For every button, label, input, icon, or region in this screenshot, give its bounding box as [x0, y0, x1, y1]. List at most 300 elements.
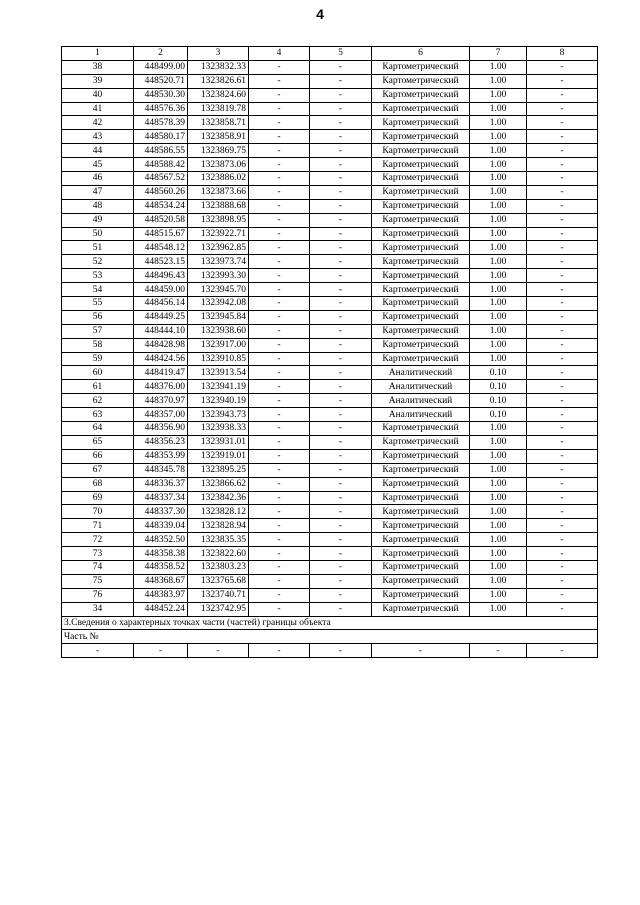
- table-cell: 62: [62, 394, 134, 408]
- table-cell: -: [527, 60, 598, 74]
- table-cell: 1323895.25: [188, 463, 249, 477]
- table-row: [62, 366, 598, 380]
- table-cell: -: [310, 408, 372, 422]
- table-cell: -: [527, 602, 598, 616]
- table-cell: -: [310, 74, 372, 88]
- table-cell: 1323898.95: [188, 213, 249, 227]
- table-cell: 57: [62, 324, 134, 338]
- table-cell: 34: [62, 602, 134, 616]
- table-cell: -: [310, 241, 372, 255]
- table-cell: -: [249, 449, 310, 463]
- table-cell: 59: [62, 352, 134, 366]
- table-cell: 75: [62, 574, 134, 588]
- table-cell: 448530.30: [134, 88, 188, 102]
- table-cell: 448523.15: [134, 255, 188, 269]
- table-cell: -: [310, 449, 372, 463]
- table-cell: -: [527, 435, 598, 449]
- table-cell: 1.00: [470, 199, 527, 213]
- page-number: 4: [316, 6, 324, 22]
- table-cell: -: [249, 310, 310, 324]
- table-cell: 71: [62, 519, 134, 533]
- coordinates-table: [61, 46, 598, 658]
- table-cell: -: [310, 88, 372, 102]
- table-cell: -: [310, 172, 372, 186]
- table-cell: 48: [62, 199, 134, 213]
- table-cell: 1.00: [470, 269, 527, 283]
- table-row: [62, 380, 598, 394]
- table-cell: 1323835.35: [188, 533, 249, 547]
- table-cell: -: [527, 144, 598, 158]
- table-cell: -: [310, 574, 372, 588]
- table-cell: 448456.14: [134, 297, 188, 311]
- table-cell: -: [249, 366, 310, 380]
- table-cell: Картометрический: [372, 463, 470, 477]
- table-row: [62, 338, 598, 352]
- table-cell: 1.00: [470, 158, 527, 172]
- table-cell: 68: [62, 477, 134, 491]
- table-cell: 1323873.06: [188, 158, 249, 172]
- table-cell: -: [249, 408, 310, 422]
- table-cell: 41: [62, 102, 134, 116]
- table-cell: 1.00: [470, 477, 527, 491]
- table-cell: 1323945.84: [188, 310, 249, 324]
- table-cell: -: [310, 588, 372, 602]
- table-cell: 1.00: [470, 116, 527, 130]
- table-cell: -: [310, 380, 372, 394]
- table-cell: Картометрический: [372, 130, 470, 144]
- table-cell: 69: [62, 491, 134, 505]
- table-cell: -: [249, 505, 310, 519]
- table-cell: -: [527, 644, 598, 658]
- table-cell: -: [310, 366, 372, 380]
- table-cell: 65: [62, 435, 134, 449]
- table-cell: 448337.30: [134, 505, 188, 519]
- table-row: [62, 213, 598, 227]
- table-row: [62, 199, 598, 213]
- table-cell: 42: [62, 116, 134, 130]
- table-cell: -: [249, 602, 310, 616]
- table-cell: Картометрический: [372, 213, 470, 227]
- table-cell: 448376.00: [134, 380, 188, 394]
- table-cell: 1323962.85: [188, 241, 249, 255]
- table-cell: -: [310, 519, 372, 533]
- table-cell: Картометрический: [372, 352, 470, 366]
- table-cell: -: [527, 116, 598, 130]
- table-cell: 448337.34: [134, 491, 188, 505]
- table-cell: 1323973.74: [188, 255, 249, 269]
- table-cell: 1323742.95: [188, 602, 249, 616]
- table-cell: 1.00: [470, 283, 527, 297]
- table-row: [62, 463, 598, 477]
- table-cell: -: [527, 338, 598, 352]
- table-cell: 1323913.54: [188, 366, 249, 380]
- table-cell: Картометрический: [372, 241, 470, 255]
- table-cell: 0.10: [470, 408, 527, 422]
- table-cell: 448452.24: [134, 602, 188, 616]
- table-cell: -: [249, 172, 310, 186]
- table-cell: -: [249, 324, 310, 338]
- table-cell: -: [527, 227, 598, 241]
- table-row: [62, 560, 598, 574]
- table-row: [62, 602, 598, 616]
- table-cell: 1323940.19: [188, 394, 249, 408]
- table-cell: -: [249, 283, 310, 297]
- table-cell: -: [372, 644, 470, 658]
- table-cell: 1323866.62: [188, 477, 249, 491]
- table-cell: -: [310, 352, 372, 366]
- table-cell: 1.00: [470, 227, 527, 241]
- table-cell: -: [310, 269, 372, 283]
- table-cell: -: [527, 185, 598, 199]
- table-cell: -: [527, 449, 598, 463]
- table-cell: 1323945.70: [188, 283, 249, 297]
- table-cell: 1.00: [470, 185, 527, 199]
- table-row: [62, 477, 598, 491]
- table-cell: -: [249, 422, 310, 436]
- table-cell: -: [527, 408, 598, 422]
- table-cell: -: [249, 352, 310, 366]
- table-cell: 1323873.66: [188, 185, 249, 199]
- table-cell: -: [310, 297, 372, 311]
- table-cell: -: [310, 602, 372, 616]
- table-cell: 1323910.85: [188, 352, 249, 366]
- table-cell: -: [310, 158, 372, 172]
- table-cell: 1.00: [470, 574, 527, 588]
- table-cell: -: [527, 519, 598, 533]
- table-cell: -: [249, 394, 310, 408]
- table-cell: 72: [62, 533, 134, 547]
- table-cell: -: [134, 644, 188, 658]
- table-cell: -: [249, 533, 310, 547]
- table-row: [62, 227, 598, 241]
- table-cell: 67: [62, 463, 134, 477]
- table-row: [62, 74, 598, 88]
- table-row: [62, 519, 598, 533]
- table-cell: -: [249, 227, 310, 241]
- table-cell: 448339.04: [134, 519, 188, 533]
- table-cell: 448356.23: [134, 435, 188, 449]
- table-cell: -: [310, 213, 372, 227]
- table-cell: -: [470, 644, 527, 658]
- table-cell: 1323858.71: [188, 116, 249, 130]
- table-cell: -: [310, 505, 372, 519]
- table-cell: -: [249, 158, 310, 172]
- table-cell: Картометрический: [372, 435, 470, 449]
- table-cell: 448560.26: [134, 185, 188, 199]
- table-cell: 448515.67: [134, 227, 188, 241]
- table-cell: -: [249, 435, 310, 449]
- table-cell: -: [310, 227, 372, 241]
- table-cell: Картометрический: [372, 519, 470, 533]
- table-cell: 448336.37: [134, 477, 188, 491]
- table-cell: 1.00: [470, 88, 527, 102]
- table-row: [62, 241, 598, 255]
- table-cell: Картометрический: [372, 199, 470, 213]
- table-cell: -: [527, 491, 598, 505]
- column-header: 8: [527, 47, 598, 61]
- table-cell: -: [310, 102, 372, 116]
- table-cell: -: [310, 199, 372, 213]
- table-cell: 1323943.73: [188, 408, 249, 422]
- table-cell: Картометрический: [372, 102, 470, 116]
- table-cell: 448356.90: [134, 422, 188, 436]
- table-cell: -: [249, 547, 310, 561]
- table-cell: -: [527, 172, 598, 186]
- table-cell: 49: [62, 213, 134, 227]
- table-row: [62, 102, 598, 116]
- table-cell: Картометрический: [372, 269, 470, 283]
- table-cell: 1323938.33: [188, 422, 249, 436]
- table-cell: -: [527, 560, 598, 574]
- table-cell: -: [310, 422, 372, 436]
- table-cell: Картометрический: [372, 158, 470, 172]
- table-cell: 448520.58: [134, 213, 188, 227]
- table-cell: Картометрический: [372, 185, 470, 199]
- table-cell: 61: [62, 380, 134, 394]
- table-cell: 1323828.12: [188, 505, 249, 519]
- table-cell: 54: [62, 283, 134, 297]
- table-cell: Картометрический: [372, 533, 470, 547]
- table-cell: 53: [62, 269, 134, 283]
- table-cell: 63: [62, 408, 134, 422]
- table-cell: 1.00: [470, 533, 527, 547]
- table-cell: 1.00: [470, 60, 527, 74]
- table-cell: 1.00: [470, 213, 527, 227]
- table-cell: 55: [62, 297, 134, 311]
- table-cell: -: [249, 477, 310, 491]
- table-cell: 1323922.71: [188, 227, 249, 241]
- table-cell: 1.00: [470, 172, 527, 186]
- table-cell: Картометрический: [372, 338, 470, 352]
- table-cell: Картометрический: [372, 74, 470, 88]
- table-cell: 448576.36: [134, 102, 188, 116]
- empty-row: [62, 644, 598, 658]
- table-cell: 39: [62, 74, 134, 88]
- table-cell: -: [310, 394, 372, 408]
- table-cell: 1323822.60: [188, 547, 249, 561]
- table-cell: -: [310, 185, 372, 199]
- table-cell: -: [527, 324, 598, 338]
- table-cell: -: [249, 644, 310, 658]
- table-cell: 1.00: [470, 297, 527, 311]
- table-cell: Картометрический: [372, 88, 470, 102]
- table-cell: 1.00: [470, 255, 527, 269]
- table-cell: -: [310, 560, 372, 574]
- table-cell: -: [249, 74, 310, 88]
- table-cell: 1.00: [470, 130, 527, 144]
- table-cell: Картометрический: [372, 310, 470, 324]
- column-header: 7: [470, 47, 527, 61]
- table-row: [62, 505, 598, 519]
- table-cell: 1.00: [470, 547, 527, 561]
- table-row: [62, 435, 598, 449]
- table-cell: 1.00: [470, 338, 527, 352]
- table-cell: 56: [62, 310, 134, 324]
- table-row: [62, 394, 598, 408]
- table-cell: 1323826.61: [188, 74, 249, 88]
- table-row: [62, 533, 598, 547]
- table-cell: 1323886.02: [188, 172, 249, 186]
- table-cell: -: [310, 338, 372, 352]
- table-cell: 1323819.78: [188, 102, 249, 116]
- table-row: [62, 144, 598, 158]
- table-row: [62, 324, 598, 338]
- table-row: [62, 116, 598, 130]
- table-cell: 1323842.36: [188, 491, 249, 505]
- column-header: 6: [372, 47, 470, 61]
- table-cell: -: [527, 199, 598, 213]
- table-row: [62, 491, 598, 505]
- table-cell: 64: [62, 422, 134, 436]
- table-cell: 1.00: [470, 324, 527, 338]
- table-cell: 45: [62, 158, 134, 172]
- table-body: [62, 47, 598, 658]
- table-cell: -: [249, 560, 310, 574]
- table-cell: 1.00: [470, 435, 527, 449]
- table-row: [62, 283, 598, 297]
- table-cell: -: [249, 463, 310, 477]
- table-cell: 448449.25: [134, 310, 188, 324]
- table-cell: 448357.00: [134, 408, 188, 422]
- table-cell: 448428.98: [134, 338, 188, 352]
- part-number-label: Часть №: [62, 630, 598, 644]
- table-cell: -: [527, 394, 598, 408]
- table-cell: 448370.97: [134, 394, 188, 408]
- table-cell: -: [310, 255, 372, 269]
- table-cell: -: [527, 213, 598, 227]
- table-cell: -: [249, 102, 310, 116]
- table-cell: -: [527, 283, 598, 297]
- table-cell: 1.00: [470, 310, 527, 324]
- table-cell: -: [527, 74, 598, 88]
- table-cell: 1323938.60: [188, 324, 249, 338]
- table-cell: 1323993.30: [188, 269, 249, 283]
- table-cell: 448444.10: [134, 324, 188, 338]
- table-cell: 1323828.94: [188, 519, 249, 533]
- table-cell: Картометрический: [372, 588, 470, 602]
- table-cell: Картометрический: [372, 505, 470, 519]
- table-cell: -: [249, 199, 310, 213]
- table-row: [62, 88, 598, 102]
- table-cell: Картометрический: [372, 574, 470, 588]
- table-cell: 1323740.71: [188, 588, 249, 602]
- column-header: 5: [310, 47, 372, 61]
- table-cell: 448520.71: [134, 74, 188, 88]
- table-cell: -: [310, 533, 372, 547]
- table-cell: 1.00: [470, 491, 527, 505]
- table-cell: -: [310, 116, 372, 130]
- table-cell: 38: [62, 60, 134, 74]
- table-cell: -: [249, 116, 310, 130]
- table-cell: 47: [62, 185, 134, 199]
- table-cell: 448368.67: [134, 574, 188, 588]
- table-cell: 1323931.01: [188, 435, 249, 449]
- table-cell: 448459.00: [134, 283, 188, 297]
- table-cell: -: [249, 297, 310, 311]
- table-cell: 1323941.19: [188, 380, 249, 394]
- table-cell: Картометрический: [372, 602, 470, 616]
- table-cell: 1.00: [470, 519, 527, 533]
- table-cell: -: [310, 463, 372, 477]
- table-cell: 46: [62, 172, 134, 186]
- table-cell: 76: [62, 588, 134, 602]
- table-cell: Картометрический: [372, 449, 470, 463]
- table-cell: -: [527, 463, 598, 477]
- table-row: [62, 158, 598, 172]
- table-cell: -: [527, 158, 598, 172]
- table-row: [62, 449, 598, 463]
- table-cell: 448358.38: [134, 547, 188, 561]
- table-cell: -: [249, 241, 310, 255]
- table-cell: Картометрический: [372, 422, 470, 436]
- table-cell: -: [527, 547, 598, 561]
- table-cell: -: [249, 213, 310, 227]
- table-cell: 66: [62, 449, 134, 463]
- table-cell: -: [527, 366, 598, 380]
- table-cell: -: [310, 283, 372, 297]
- table-cell: 50: [62, 227, 134, 241]
- section-title: 3.Сведения о характерных точках части (частей) границы объекта: [62, 616, 598, 630]
- table-row: [62, 574, 598, 588]
- part-number-row: [62, 630, 598, 644]
- table-cell: 1.00: [470, 422, 527, 436]
- table-cell: 448534.24: [134, 199, 188, 213]
- table-cell: 1.00: [470, 449, 527, 463]
- section-title-row: [62, 616, 598, 630]
- column-header: 4: [249, 47, 310, 61]
- table-cell: -: [310, 144, 372, 158]
- table-cell: 1.00: [470, 560, 527, 574]
- table-cell: Картометрический: [372, 144, 470, 158]
- table-cell: -: [249, 380, 310, 394]
- table-cell: 1.00: [470, 602, 527, 616]
- table-cell: 1.00: [470, 241, 527, 255]
- table-cell: Аналитический: [372, 380, 470, 394]
- table-cell: -: [249, 255, 310, 269]
- table-cell: 448383.97: [134, 588, 188, 602]
- table-cell: -: [249, 519, 310, 533]
- table-row: [62, 269, 598, 283]
- table-cell: 70: [62, 505, 134, 519]
- table-cell: -: [249, 144, 310, 158]
- table-cell: -: [527, 477, 598, 491]
- table-cell: 1323858.91: [188, 130, 249, 144]
- table-cell: 74: [62, 560, 134, 574]
- table-cell: Картометрический: [372, 477, 470, 491]
- table-cell: 1.00: [470, 352, 527, 366]
- table-cell: 448358.52: [134, 560, 188, 574]
- table-cell: -: [527, 88, 598, 102]
- table-cell: 448499.00: [134, 60, 188, 74]
- table-cell: 1.00: [470, 463, 527, 477]
- table-cell: 60: [62, 366, 134, 380]
- table-cell: Картометрический: [372, 547, 470, 561]
- table-row: [62, 408, 598, 422]
- table-cell: 1323803.23: [188, 560, 249, 574]
- table-cell: Картометрический: [372, 324, 470, 338]
- table-cell: 1.00: [470, 144, 527, 158]
- table-cell: 448588.42: [134, 158, 188, 172]
- table-cell: -: [249, 338, 310, 352]
- table-row: [62, 130, 598, 144]
- table-cell: 0.10: [470, 366, 527, 380]
- table-cell: -: [527, 269, 598, 283]
- table-row: [62, 547, 598, 561]
- table-row: [62, 255, 598, 269]
- table-cell: 0.10: [470, 380, 527, 394]
- table-cell: -: [527, 255, 598, 269]
- table-cell: -: [527, 422, 598, 436]
